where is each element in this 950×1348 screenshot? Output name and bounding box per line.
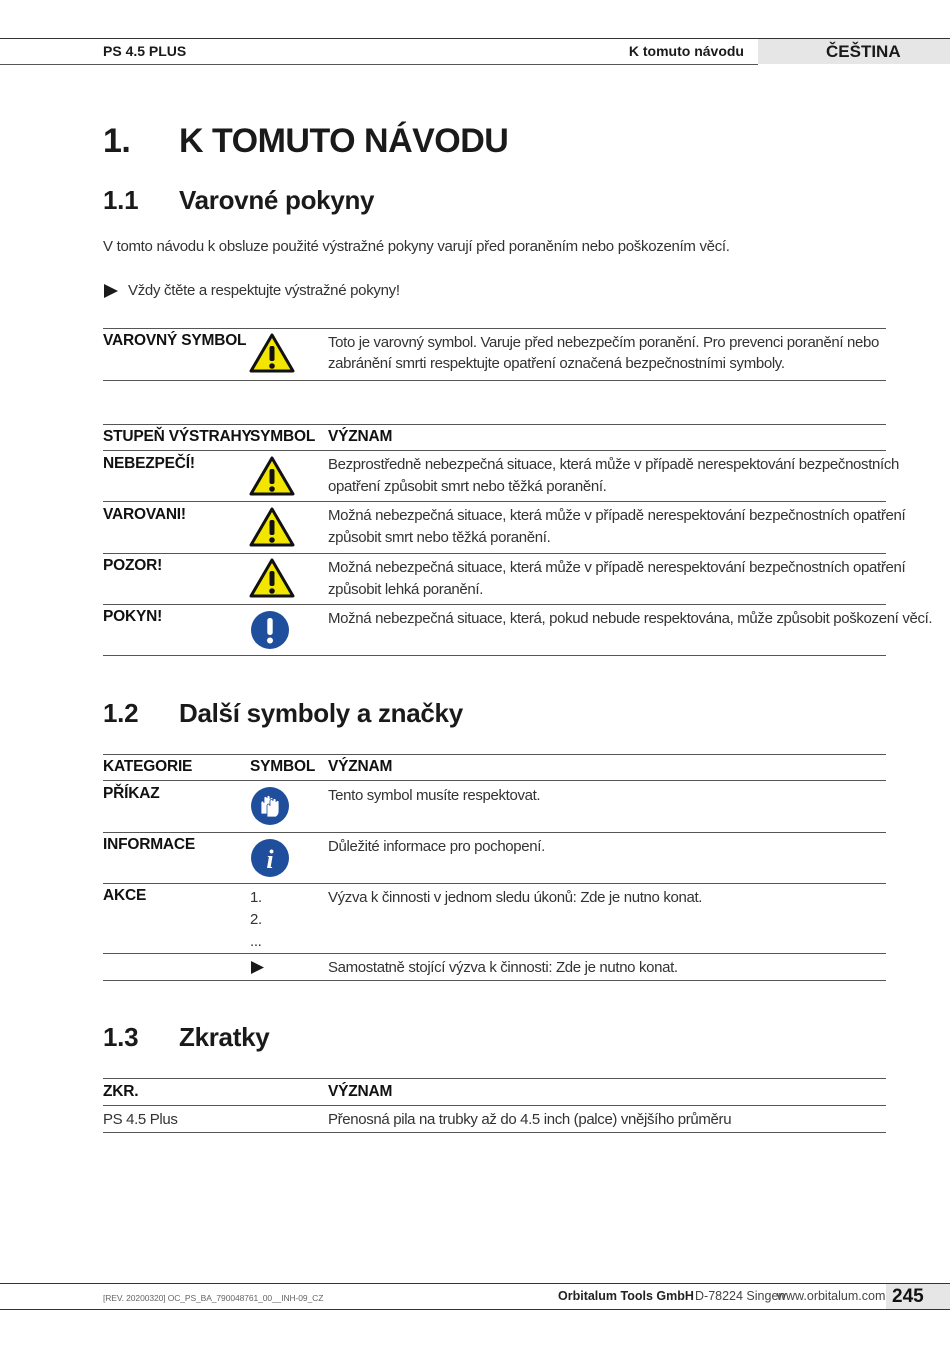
abbr-header-rule bbox=[103, 1105, 886, 1106]
symbols-table-top-rule bbox=[103, 754, 886, 755]
warning-symbol-label: VAROVNÝ SYMBOL bbox=[103, 332, 247, 349]
section-1-3-number: 1.3 bbox=[103, 1022, 139, 1052]
action-step-1: 1. bbox=[250, 889, 262, 906]
warning-symbol-text-1: Toto je varovný symbol. Varuje před nebezpečím poranění. Pro prevenci poranění nebo bbox=[328, 334, 880, 351]
action-step-2: 2. bbox=[250, 911, 262, 928]
symbols-row-action-text: Výzva k činnosti v jednom sledu úkonů: Zde je nutno konat. bbox=[328, 889, 703, 906]
footer-company: Orbitalum Tools GmbH bbox=[558, 1289, 694, 1303]
hazard-row-warning-text-1: Možná nebezpečná situace, která může v případě nerespektování bezpečnostních opatření bbox=[328, 507, 906, 524]
hazard-row-notice-label: POKYN! bbox=[103, 608, 163, 625]
hazard-row-divider bbox=[103, 553, 886, 554]
footer-revision: [REV. 20200320] OC_PS_BA_790048761_00__INH-09_CZ bbox=[103, 1293, 324, 1303]
action-step-ellipsis: ... bbox=[250, 933, 262, 950]
hazard-row-caution-text-2: způsobit lehká poranění. bbox=[328, 581, 484, 598]
symbols-row-divider bbox=[103, 953, 886, 954]
notice-exclamation-circle-icon bbox=[250, 610, 290, 650]
section-1-1-number: 1.1 bbox=[103, 185, 139, 215]
footer-website[interactable]: www.orbitalum.com bbox=[777, 1289, 886, 1303]
hazard-row-notice-text: Možná nebezpečná situace, která, pokud nebude respektována, může způsobit poškození věcí. bbox=[328, 610, 933, 627]
header-bottom-rule bbox=[0, 64, 758, 65]
symbols-header-symbol: SYMBOL bbox=[250, 758, 316, 775]
section-1-2-number: 1.2 bbox=[103, 698, 139, 728]
symbols-header-meaning: VÝZNAM bbox=[328, 758, 393, 775]
header-product: PS 4.5 PLUS bbox=[103, 43, 187, 59]
hazard-row-caution-label: POZOR! bbox=[103, 557, 163, 574]
abbr-header-meaning: VÝZNAM bbox=[328, 1083, 393, 1100]
hazard-row-danger-label: NEBEZPEČÍ! bbox=[103, 455, 195, 472]
chapter-number: 1. bbox=[103, 122, 131, 160]
hazard-header-symbol: SYMBOL bbox=[250, 428, 316, 445]
hazard-table-top-rule bbox=[103, 424, 886, 425]
symbols-table-bottom-rule bbox=[103, 980, 886, 981]
hazard-table-bottom-rule bbox=[103, 655, 886, 656]
info-circle-icon bbox=[250, 838, 290, 878]
footer-bottom-rule bbox=[0, 1309, 950, 1310]
hazard-row-divider bbox=[103, 604, 886, 605]
chapter-title: K TOMUTO NÁVODU bbox=[179, 122, 509, 160]
hazard-row-danger-text-1: Bezprostředně nebezpečná situace, která může v případě nerespektování bezpečnostních bbox=[328, 456, 899, 473]
hazard-header-level: STUPEŇ VÝSTRAHY bbox=[103, 428, 252, 445]
warning-box-bottom-rule bbox=[103, 380, 886, 381]
warning-triangle-icon bbox=[249, 456, 295, 496]
hazard-row-divider bbox=[103, 501, 886, 502]
warning-symbol-text-2: zabránění smrti respektujte opatření označená bezpečnostními symboly. bbox=[328, 355, 785, 372]
symbols-row-action-label: AKCE bbox=[103, 887, 147, 904]
abbr-table-bottom-rule bbox=[103, 1132, 886, 1133]
warning-box-top-rule bbox=[103, 328, 886, 329]
section-1-1-instruction: Vždy čtěte a respektujte výstražné pokyny! bbox=[128, 282, 400, 299]
action-arrow-icon bbox=[104, 284, 118, 303]
symbols-row-mandatory-label: PŘÍKAZ bbox=[103, 785, 160, 802]
abbr-table-top-rule bbox=[103, 1078, 886, 1079]
symbols-row-info-label: INFORMACE bbox=[103, 836, 196, 853]
hazard-row-warning-text-2: způsobit smrt nebo těžká poranění. bbox=[328, 529, 551, 546]
symbols-header-rule bbox=[103, 780, 886, 781]
symbols-row-info-text: Důležité informace pro pochopení. bbox=[328, 838, 545, 855]
abbr-row-abbr: PS 4.5 Plus bbox=[103, 1111, 178, 1128]
hazard-row-danger-text-2: opatření způsobit smrt nebo těžká poranění. bbox=[328, 478, 607, 495]
abbr-row-meaning: Přenosná pila na trubky až do 4.5 inch (palce) vnějšího průměru bbox=[328, 1111, 732, 1128]
header-language: ČEŠTINA bbox=[826, 42, 901, 61]
page-number: 245 bbox=[892, 1286, 924, 1307]
footer-address: D-78224 Singen bbox=[695, 1289, 786, 1303]
symbols-row-divider bbox=[103, 832, 886, 833]
section-1-3-title: Zkratky bbox=[179, 1022, 270, 1052]
warning-triangle-icon bbox=[249, 507, 295, 547]
gloves-mandatory-icon bbox=[250, 786, 290, 826]
action-arrow-icon bbox=[251, 961, 264, 979]
symbols-row-mandatory-text: Tento symbol musíte respektovat. bbox=[328, 787, 541, 804]
header-section: K tomuto návodu bbox=[628, 43, 744, 59]
hazard-row-warning-label: VAROVANI! bbox=[103, 506, 186, 523]
abbr-header-abbr: ZKR. bbox=[103, 1083, 139, 1100]
symbols-row-divider bbox=[103, 883, 886, 884]
footer-top-rule bbox=[0, 1283, 950, 1284]
section-1-2-title: Další symboly a značky bbox=[179, 698, 463, 728]
warning-triangle-icon bbox=[249, 333, 295, 373]
hazard-header-meaning: VÝZNAM bbox=[328, 428, 393, 445]
warning-triangle-icon bbox=[249, 558, 295, 598]
section-1-1-intro: V tomto návodu k obsluze použité výstražné pokyny varují před poraněním nebo poškozením věcí. bbox=[103, 238, 730, 255]
symbols-header-category: KATEGORIE bbox=[103, 758, 193, 775]
hazard-row-caution-text-1: Možná nebezpečná situace, která může v případě nerespektování bezpečnostních opatření bbox=[328, 559, 906, 576]
hazard-header-rule bbox=[103, 450, 886, 451]
svg-text:i: i bbox=[266, 845, 274, 874]
symbols-row-standalone-text: Samostatně stojící výzva k činnosti: Zde je nutno konat. bbox=[328, 959, 678, 976]
section-1-1-title: Varovné pokyny bbox=[179, 185, 375, 215]
